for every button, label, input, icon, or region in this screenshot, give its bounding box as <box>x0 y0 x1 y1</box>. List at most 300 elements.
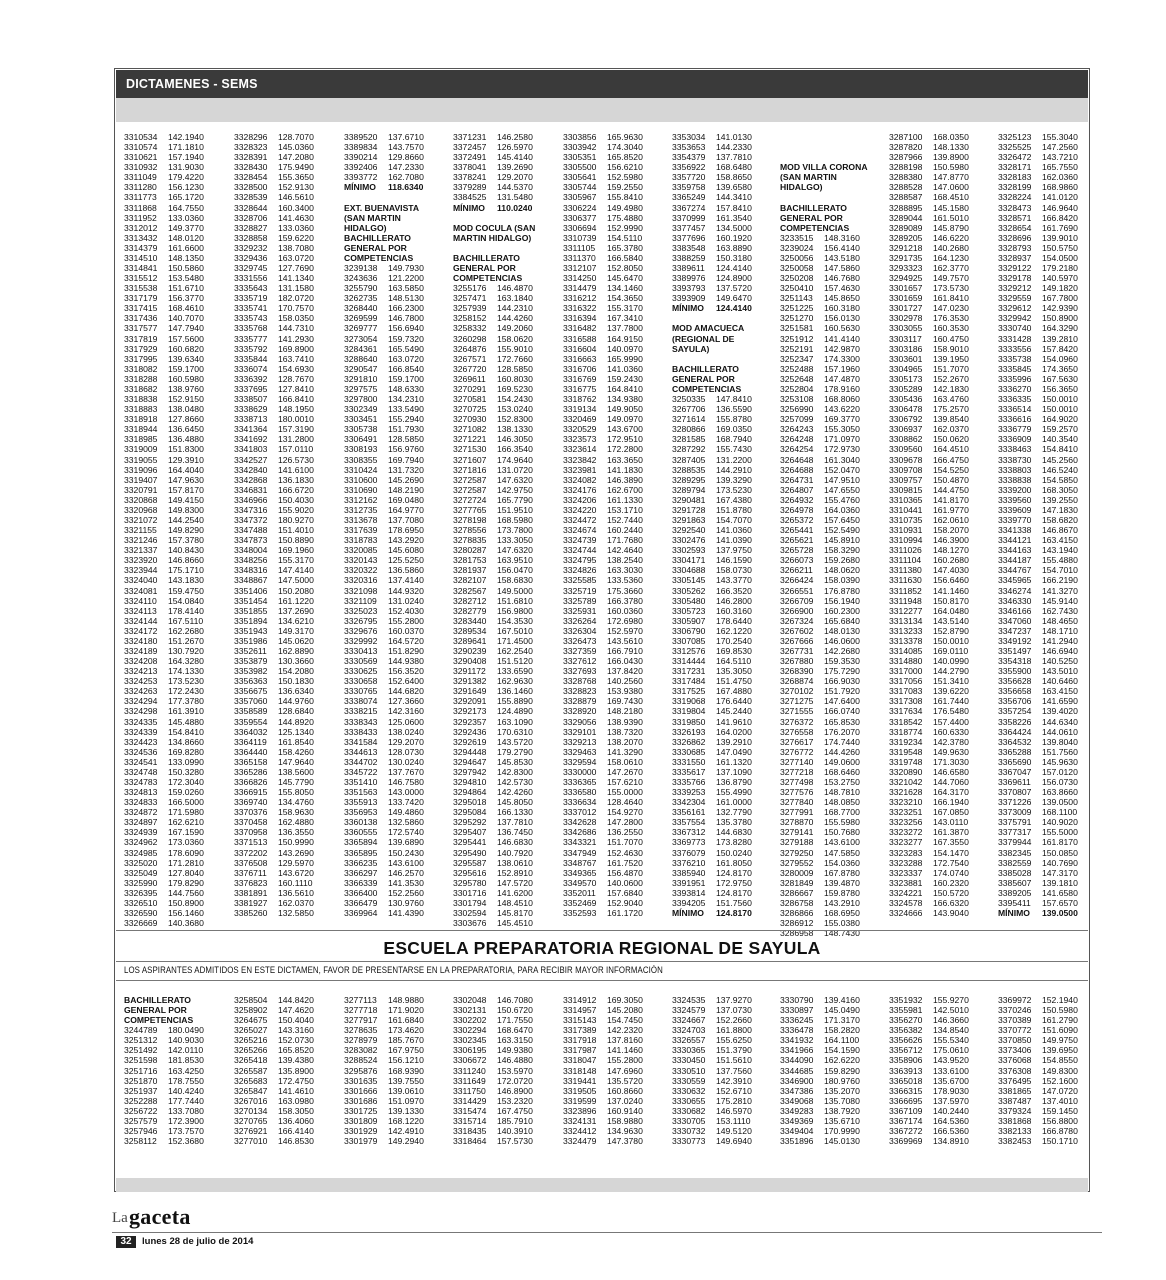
result-row: 3277991 168.7700 <box>780 807 860 818</box>
result-row: 3369773 173.8280 <box>672 837 752 848</box>
result-row: 3288640 163.0720 <box>344 353 424 364</box>
result-row: 3267324 165.6840 <box>780 615 860 626</box>
result-row: 3394205 151.7560 <box>672 897 752 908</box>
result-row: 3297942 142.8300 <box>453 766 533 777</box>
result-row: 3291172 133.6590 <box>453 666 533 677</box>
result-row: 3271275 147.6400 <box>780 696 860 707</box>
result-row: MOD AMACUECA <box>672 323 745 334</box>
result-row: 3292091 155.8890 <box>453 696 533 707</box>
result-row: 3286667 159.8780 <box>780 887 860 898</box>
result-row: 3257946 173.7570 <box>124 1126 204 1137</box>
result-row: 3335617 137.1090 <box>672 766 752 777</box>
result-row: 3266551 176.8780 <box>780 585 860 596</box>
result-row: 3321098 144.9320 <box>344 585 424 596</box>
result-row <box>780 152 868 162</box>
result-row: 3310690 148.2190 <box>344 484 424 495</box>
result-row: (REGIONAL DE <box>672 333 735 344</box>
result-row: 3269611 160.8030 <box>453 373 533 384</box>
result-row: 3379289 144.5370 <box>453 182 533 193</box>
result-row: 3344702 130.0240 <box>344 756 424 767</box>
result-column <box>453 132 535 928</box>
result-row: 3291649 136.1460 <box>453 686 533 697</box>
result-row: 3302594 145.8170 <box>453 908 533 919</box>
result-row: 3270581 154.2430 <box>453 394 533 405</box>
result-row: 3252488 157.1960 <box>780 363 860 374</box>
result-row: 3353653 144.2330 <box>672 142 752 153</box>
school-title: ESCUELA PREPARATORIA REGIONAL DE SAYULA <box>383 938 821 958</box>
result-row: 3267731 142.2680 <box>780 645 860 656</box>
result-column <box>780 132 868 938</box>
result-row: 3271607 174.9640 <box>453 454 533 465</box>
result-row: 3281937 156.0470 <box>453 565 533 576</box>
result-row: 3339253 155.4990 <box>672 787 752 798</box>
result-row: 3320085 145.6080 <box>344 545 424 556</box>
result-row: 3268440 166.2300 <box>344 303 424 314</box>
result-row: 3290481 167.4380 <box>672 494 752 505</box>
result-row: 3303676 145.4510 <box>453 918 533 929</box>
result-row: 3264932 155.4760 <box>780 494 860 505</box>
result-row: 3372457 126.5970 <box>453 142 533 153</box>
result-row: 3326193 164.0200 <box>672 726 752 737</box>
result-row: 3370999 161.3540 <box>672 212 752 223</box>
result-column <box>344 132 424 919</box>
result-row: 3291382 162.9630 <box>453 676 533 687</box>
result-row: 3310424 131.7320 <box>344 464 424 475</box>
result-row: 3258152 144.4260 <box>453 313 533 324</box>
result-row: 3266900 160.2300 <box>780 605 860 616</box>
result-row: 3360138 132.5860 <box>344 817 424 828</box>
result-row: 3251937 140.4240 <box>124 1085 204 1096</box>
result-row: GENERAL POR <box>780 212 843 223</box>
result-row: 3282107 158.6830 <box>453 575 533 586</box>
result-row: 3393793 137.5720 <box>672 283 752 294</box>
result-row: HIDALGO) <box>780 182 823 193</box>
result-row: 3251581 160.5630 <box>780 323 860 334</box>
result-row: 3289295 139.3290 <box>672 474 752 485</box>
result-row: 3266073 159.2680 <box>780 555 860 566</box>
result-row: 3250335 147.8410 <box>672 394 752 405</box>
result-row: GENERAL POR <box>124 1005 187 1016</box>
result-row: 3281849 139.4870 <box>780 877 860 888</box>
result-row: 3295587 138.0610 <box>453 857 533 868</box>
result-row: 3292619 143.5720 <box>453 736 533 747</box>
result-row: 3351410 146.7580 <box>344 777 424 787</box>
result-row: 3366400 152.2560 <box>344 887 424 898</box>
result-row: COMPETENCIAS <box>124 1015 194 1026</box>
result-row: 3281753 163.9510 <box>453 555 533 566</box>
result-row: 3319068 176.6440 <box>672 696 752 707</box>
result-row: 3269777 156.6940 <box>344 323 424 334</box>
result-row: 3257939 144.2310 <box>453 303 533 314</box>
result-row: COMPETENCIAS <box>344 252 414 263</box>
result-row: 3377696 160.1920 <box>672 232 752 243</box>
result-row <box>780 192 868 202</box>
result-row: 3276372 165.8530 <box>780 716 860 727</box>
result-row: 3345722 137.7670 <box>344 766 424 777</box>
result-row: 3267571 172.7660 <box>453 353 533 364</box>
result-row: 3338343 125.0600 <box>344 716 424 727</box>
result-row: 3265441 152.5490 <box>780 525 860 536</box>
result-row: 3271614 155.8780 <box>672 414 752 425</box>
footer-rule <box>112 1232 1102 1233</box>
result-row: 3306790 162.1220 <box>672 625 752 636</box>
result-row: 3279552 154.0360 <box>780 857 860 868</box>
result-row: 3258332 149.2060 <box>453 323 533 334</box>
result-row: 3319850 141.9610 <box>672 716 752 727</box>
result-row: 3264876 155.9010 <box>453 343 533 354</box>
result-row: 3287405 131.2200 <box>672 454 752 465</box>
result-row: 3281585 168.7940 <box>672 434 752 445</box>
result-row: 3295018 145.8050 <box>453 797 533 808</box>
result-row: 3277140 149.0600 <box>780 756 860 767</box>
result-row: HIDALGO) <box>344 222 387 233</box>
result-row: 3256722 133.7080 <box>124 1105 204 1116</box>
result-row: 3366235 143.6100 <box>344 857 424 868</box>
result-row: BACHILLERATO <box>780 202 847 213</box>
result-row: 3305723 160.3160 <box>672 605 752 616</box>
result-row: 3385940 124.8170 <box>672 867 752 878</box>
admission-notice: LOS ASPIRANTES ADMITIDOS EN ESTE DICTAMEN, FAVOR DE PRESENTARSE EN LA PREPARATORIA, PARA RECIBIR MAYOR INFORMACIÓN <box>124 965 663 976</box>
result-row: 3388259 150.3180 <box>672 252 752 263</box>
result-row: 3260298 158.0620 <box>453 333 533 344</box>
result-row: MÍNIMO 118.6340 <box>344 182 424 193</box>
result-row: GENERAL POR <box>672 373 735 384</box>
result-row: 3297575 148.6330 <box>344 383 424 394</box>
result-row: 3262735 148.5130 <box>344 293 424 304</box>
result-row: 3384525 131.5480 <box>453 192 533 203</box>
result-row: 3326862 139.2910 <box>672 736 752 747</box>
result-row: 3312735 164.9770 <box>344 504 424 515</box>
section-header <box>116 70 1088 98</box>
divider <box>116 930 1088 931</box>
result-row: 3244789 180.0490 <box>124 1025 204 1036</box>
result-row: 3294448 179.2790 <box>453 746 533 757</box>
result-row: 3320143 125.5250 <box>344 555 424 566</box>
result-row: 3357554 135.3780 <box>672 817 752 828</box>
result-row: 3268390 175.7290 <box>780 666 860 677</box>
result-row: 3359758 139.6580 <box>672 182 752 193</box>
result-row: 3378241 129.2070 <box>453 172 533 183</box>
result-row: 3294864 142.4260 <box>453 787 533 798</box>
result-row: 3320322 136.5860 <box>344 565 424 576</box>
result-row: 3389520 137.6710 <box>344 132 424 142</box>
result-row: MÍNIMO 110.0240 <box>453 202 533 213</box>
result-row: 3267880 159.3530 <box>780 656 860 667</box>
result-row: 3255176 146.4870 <box>453 283 533 294</box>
result-row: 3257471 163.1840 <box>453 293 533 304</box>
result-row: 3264648 161.3040 <box>780 454 860 465</box>
result-row: 3295441 146.6830 <box>453 837 533 848</box>
result-row: 3267666 146.0600 <box>780 635 860 646</box>
result-row: 3295084 166.1330 <box>453 807 533 818</box>
result-row: 3282567 149.5000 <box>453 585 533 596</box>
result-row: 3317231 135.3050 <box>672 666 752 677</box>
result-row: 3366479 130.9760 <box>344 897 424 908</box>
result-row: 3264978 164.0360 <box>780 504 860 515</box>
result-row: 3297800 134.2310 <box>344 394 424 405</box>
result-row: 3338215 142.3160 <box>344 706 424 717</box>
result-row: 3390214 129.8660 <box>344 152 424 163</box>
result-row: 3302349 133.5490 <box>344 404 424 415</box>
result-row: 3329992 164.5720 <box>344 635 424 646</box>
result-row: 3265728 158.3290 <box>780 545 860 556</box>
result-row: 3265372 157.6450 <box>780 514 860 525</box>
result-row: 3325023 152.4030 <box>344 605 424 616</box>
result-row: 3278198 168.5980 <box>453 514 533 525</box>
result-row: 3356953 149.4860 <box>344 807 424 818</box>
result-row: 3366339 141.3530 <box>344 877 424 888</box>
result-row: 3365249 144.3410 <box>672 192 752 203</box>
result-row: 3369964 141.4390 <box>344 908 424 919</box>
result-row: 3330685 147.0490 <box>672 746 752 757</box>
result-row: 3267602 148.0130 <box>780 625 860 636</box>
result-row: 3272724 165.7790 <box>453 494 533 505</box>
result-row: 3377457 134.5000 <box>672 222 752 233</box>
result-row: MOD COCULA (SAN <box>453 222 536 233</box>
result-row: 3366297 146.2570 <box>344 867 424 878</box>
result-row: 3252191 142.9870 <box>780 343 860 354</box>
result-row: 3283440 154.3530 <box>453 615 533 626</box>
result-row: 3360555 172.5740 <box>344 827 424 838</box>
result-row <box>672 354 744 364</box>
result-row: GENERAL POR <box>344 242 407 253</box>
result-row: 3356922 168.6480 <box>672 162 752 173</box>
result-row: 3304171 146.1590 <box>672 555 752 566</box>
result-row: 3271555 166.0740 <box>780 706 860 717</box>
result-row: 3288535 144.2910 <box>672 464 752 475</box>
result-row: 3271816 131.0720 <box>453 464 533 475</box>
result-row: 3357720 158.8650 <box>672 172 752 183</box>
result-row: 3292436 170.6310 <box>453 726 533 737</box>
result-row: 3272587 142.9750 <box>453 484 533 495</box>
result-row: 3251270 156.0130 <box>780 313 860 324</box>
result-row: 3276772 144.4260 <box>780 746 860 757</box>
result-row: 3278556 173.7800 <box>453 525 533 536</box>
result-row: 3266709 156.1940 <box>780 595 860 606</box>
result-row: 3264807 147.6550 <box>780 484 860 495</box>
result-row: 3251492 142.0110 <box>124 1045 204 1056</box>
result-row: 3270725 153.0240 <box>453 404 533 415</box>
result-row: 3280866 169.0350 <box>672 424 752 435</box>
result-row: 3290408 151.5120 <box>453 656 533 667</box>
page-number: 32 <box>116 1236 136 1248</box>
result-row: BACHILLERATO <box>344 232 411 243</box>
result-row: 3365895 150.2430 <box>344 847 424 858</box>
result-row: 3321109 131.0240 <box>344 595 424 606</box>
result-row: 3317525 167.4880 <box>672 686 752 697</box>
result-row: 3284361 165.5490 <box>344 343 424 354</box>
result-row: 3282712 151.6810 <box>453 595 533 606</box>
result-row: 3243636 121.2200 <box>344 273 424 284</box>
result-row: 3318783 143.2920 <box>344 535 424 546</box>
result-row: 3389976 124.8900 <box>672 273 752 284</box>
result-row: 3354379 137.7810 <box>672 152 752 163</box>
result-row: 3303451 155.2940 <box>344 414 424 425</box>
result-row: 3331550 161.1320 <box>672 756 752 767</box>
result-row: COMPETENCIAS <box>453 273 523 284</box>
result-row: 3239138 149.7930 <box>344 263 424 274</box>
result-row: 3338433 138.0240 <box>344 726 424 737</box>
result-row: 3313678 137.7080 <box>344 514 424 525</box>
result-row: 3317484 151.4750 <box>672 676 752 687</box>
result-row: 3252288 177.7440 <box>124 1095 204 1106</box>
result-row: 3312576 169.8530 <box>672 645 752 656</box>
result-row: 3280287 147.6320 <box>453 545 533 556</box>
result-row: 3393772 162.7080 <box>344 172 424 183</box>
result-row: 3301794 148.4510 <box>453 897 533 908</box>
result-row: EXT. BUENAVISTA <box>344 202 420 213</box>
result-row: 3272587 147.6320 <box>453 474 533 485</box>
result-row: 3378041 139.2690 <box>453 162 533 173</box>
result-row: 3279141 150.7680 <box>780 827 860 838</box>
result-row: 3264254 172.9730 <box>780 444 860 455</box>
result-row: 3367274 157.8410 <box>672 202 752 213</box>
result-row: 3286758 143.2910 <box>780 897 860 908</box>
result-row: 3291810 159.1700 <box>344 373 424 384</box>
result-row: 3253108 168.8060 <box>780 394 860 405</box>
divider <box>116 961 1088 962</box>
result-row: 3341584 129.2070 <box>344 736 424 747</box>
result-row: MARTIN HIDALGO) <box>453 232 532 243</box>
result-row: 3305907 178.6440 <box>672 615 752 626</box>
result-row: 3355913 133.7420 <box>344 797 424 808</box>
result-row: 3292540 141.0360 <box>672 525 752 536</box>
result-row: 3330569 144.9380 <box>344 656 424 667</box>
result-row: 3295292 137.7810 <box>453 817 533 828</box>
section-title: DICTAMENES - SEMS <box>126 77 258 91</box>
result-row: 3252648 147.4870 <box>780 373 860 384</box>
result-row: 3280009 167.8780 <box>780 867 860 878</box>
result-row: 3282779 156.9800 <box>453 605 533 616</box>
result-row: 3330625 156.3520 <box>344 666 424 677</box>
result-row: 3292173 124.4890 <box>453 706 533 717</box>
result-row: 3376210 161.8050 <box>672 857 752 868</box>
result-row: 3353034 141.0130 <box>672 132 752 142</box>
issue-date: lunes 28 de julio de 2014 <box>142 1236 254 1247</box>
result-row: 3251912 141.4140 <box>780 333 860 344</box>
result-row: 3393814 124.8170 <box>672 887 752 898</box>
result-row: 3330765 144.6820 <box>344 686 424 697</box>
result-row: 3270102 151.7920 <box>780 686 860 697</box>
result-row: 3289794 173.5230 <box>672 484 752 495</box>
result-row: 3392406 147.2330 <box>344 162 424 173</box>
result-row: 3295780 147.5720 <box>453 877 533 888</box>
result-row: 3310600 145.2690 <box>344 474 424 485</box>
result-row: 3307085 170.2540 <box>672 635 752 646</box>
result-row: 3305480 146.2800 <box>672 595 752 606</box>
result-row: 3270291 169.5230 <box>453 383 533 394</box>
result-row: 3295616 152.8910 <box>453 867 533 878</box>
result-row: SAYULA) <box>672 343 710 354</box>
result-row: 3372491 145.4140 <box>453 152 533 163</box>
result-row: 3279188 143.6100 <box>780 837 860 848</box>
result-row: 3251225 160.3180 <box>780 303 860 314</box>
result-row: BACHILLERATO <box>124 995 191 1005</box>
result-row: 3276558 176.2070 <box>780 726 860 737</box>
result-row: 3239024 156.4140 <box>780 242 860 253</box>
result-row: 3251143 145.8650 <box>780 293 860 304</box>
result-row: 3302593 137.9750 <box>672 545 752 556</box>
result-row: 3371231 146.2580 <box>453 132 533 142</box>
logo-name: gaceta <box>129 1204 191 1229</box>
result-row: 3365894 139.6890 <box>344 837 424 848</box>
result-row: 3289641 171.4500 <box>453 635 533 646</box>
result-row: MÍNIMO 124.4140 <box>672 303 752 314</box>
result-row <box>453 213 535 223</box>
result-row: 3277218 168.6460 <box>780 766 860 777</box>
result-row <box>453 243 535 253</box>
result-row: 3295490 140.7920 <box>453 847 533 858</box>
result-row: 3250058 147.5860 <box>780 263 860 274</box>
result-row: 3256990 143.6220 <box>780 404 860 415</box>
result-row: (SAN MARTIN <box>344 212 401 223</box>
result-row: 3304688 158.0730 <box>672 565 752 576</box>
result-row: 3383548 163.8890 <box>672 242 752 253</box>
result-row: 3257579 172.3900 <box>124 1115 204 1126</box>
result-row: 3344613 128.0730 <box>344 746 424 757</box>
result-row: 3294647 145.8530 <box>453 756 533 767</box>
result-row: 3271530 166.3540 <box>453 444 533 455</box>
result-row <box>344 192 419 202</box>
result-row: 3301716 141.6200 <box>453 887 533 898</box>
result-row: 3251598 181.8530 <box>124 1055 204 1066</box>
result-row: 3291728 151.8780 <box>672 504 752 515</box>
result-row: 3277498 153.2750 <box>780 777 860 787</box>
result-row: 3308355 169.7940 <box>344 454 424 465</box>
result-row: 3338074 127.3660 <box>344 696 424 707</box>
result-row: GENERAL POR <box>453 263 516 274</box>
result-row: 3314444 164.5110 <box>672 656 752 667</box>
result-row: 3326795 155.2800 <box>344 615 424 626</box>
result-row: 3264731 147.9510 <box>780 474 860 485</box>
result-row: 3250208 146.7680 <box>780 273 860 284</box>
result-row: MÍNIMO 124.8170 <box>672 908 752 919</box>
result-row: 3286912 155.0380 <box>780 918 860 929</box>
result-row: 3393909 149.6470 <box>672 293 752 304</box>
result-row: 3258112 152.3680 <box>124 1136 204 1147</box>
divider <box>116 980 1088 981</box>
result-row: 3302476 141.0390 <box>672 535 752 546</box>
result-column <box>672 132 752 919</box>
result-row: 3330413 151.8290 <box>344 645 424 656</box>
result-row: 3286958 148.7430 <box>780 928 860 939</box>
result-row: 3295407 136.7450 <box>453 827 533 838</box>
result-row: 3305262 166.3520 <box>672 585 752 596</box>
result-row: 3330658 152.6400 <box>344 676 424 687</box>
result-row: 3279250 147.5850 <box>780 847 860 858</box>
result-row: 3264248 171.0970 <box>780 434 860 445</box>
result-row: 3251716 163.4250 <box>124 1065 204 1076</box>
result-row: 3305145 143.3770 <box>672 575 752 586</box>
result-row: 3356161 132.7790 <box>672 807 752 818</box>
result-row: 3367312 144.6830 <box>672 827 752 838</box>
result-row: 3271082 138.1330 <box>453 424 533 435</box>
result-row: 3264688 152.0470 <box>780 464 860 475</box>
result-row: 3266211 148.0620 <box>780 565 860 576</box>
result-row: (SAN MARTIN <box>780 172 837 183</box>
result-row: 3320316 137.4140 <box>344 575 424 586</box>
result-row: 3289534 167.5010 <box>453 625 533 636</box>
result-row: 3317639 178.6950 <box>344 525 424 536</box>
result-row: 3264243 155.3050 <box>780 424 860 435</box>
result-row: 3291863 154.7070 <box>672 514 752 525</box>
result-row: 3278835 133.3050 <box>453 535 533 546</box>
result-row: 3271221 146.3050 <box>453 434 533 445</box>
result-row: 3266424 158.0390 <box>780 575 860 586</box>
result-row: 3308193 156.9760 <box>344 444 424 455</box>
result-row: COMPETENCIAS <box>672 383 742 394</box>
result-row: 3389834 143.7570 <box>344 142 424 153</box>
